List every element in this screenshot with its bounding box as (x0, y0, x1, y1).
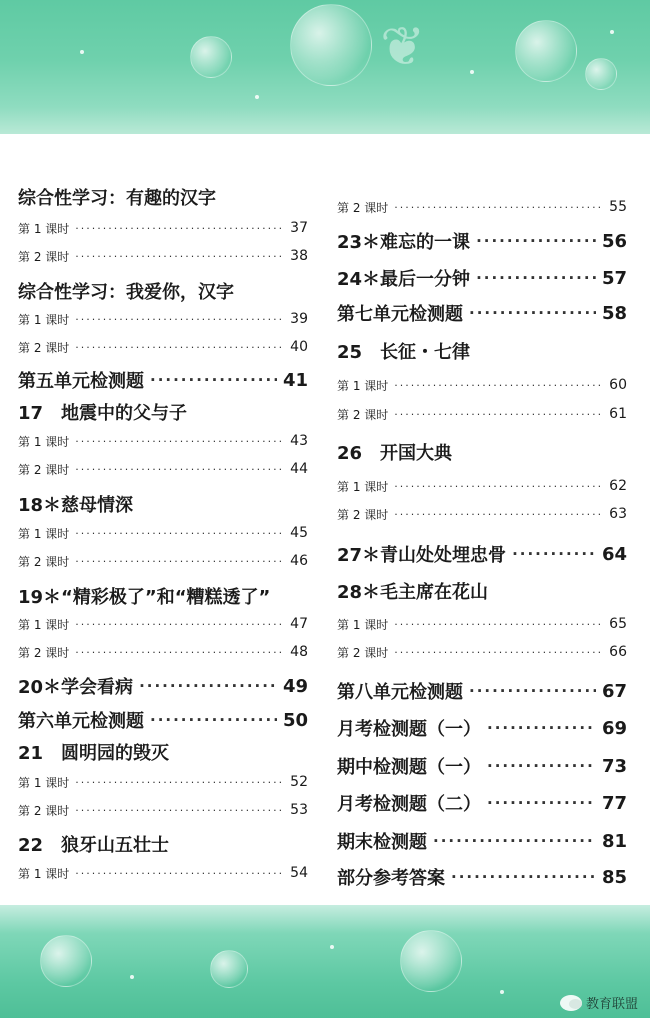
toc-heading-entry (18, 365, 308, 395)
toc-heading-entry (18, 581, 308, 611)
dot-leader (451, 868, 596, 886)
toc-page-number: 52 (290, 774, 308, 790)
toc-page-number: 43 (290, 433, 308, 449)
toc-heading-entry (337, 713, 627, 743)
toc-entry-label: 综合性学习：我爱你，汉字 (18, 282, 234, 303)
dot-leader (75, 776, 284, 789)
toc-page-number: 54 (290, 865, 308, 881)
toc-heading-entry (18, 276, 308, 306)
toc-entry-label: 期末检测题 (337, 832, 427, 853)
toc-heading-entry (337, 263, 627, 293)
toc-subentry (337, 196, 627, 218)
dot-leader (75, 463, 284, 476)
toc-page-number: 37 (290, 220, 308, 236)
toc-subentry (18, 550, 308, 572)
toc-entry-label: 综合性学习：有趣的汉字 (18, 188, 216, 209)
toc-entry-label: 期中检测题（一） (337, 757, 481, 778)
toc-entry-label: 第 2 课时 (18, 340, 70, 355)
dot-leader (150, 711, 277, 729)
dot-leader (487, 757, 596, 775)
toc-page-number: 57 (601, 267, 627, 289)
toc-heading-entry (337, 576, 627, 606)
toc-heading-entry (18, 829, 308, 859)
dot-leader (75, 555, 284, 568)
toc-page-number: 48 (290, 644, 308, 660)
toc-page-number: 40 (290, 339, 308, 355)
dot-leader (75, 618, 284, 631)
toc-entry-label: 第八单元检测题 (337, 682, 463, 703)
toc-entry-label: 18＊慈母情深 (18, 495, 134, 516)
toc-subentry (337, 613, 627, 635)
toc-subentry (18, 430, 308, 452)
toc-entry-label: 28＊毛主席在花山 (337, 582, 489, 603)
wechat-icon (560, 995, 582, 1011)
toc-subentry (18, 799, 308, 821)
toc-heading-entry (18, 737, 308, 767)
dot-leader (75, 867, 284, 880)
toc-page-number: 69 (601, 717, 627, 739)
dot-leader (394, 618, 603, 631)
table-of-contents (0, 134, 650, 905)
toc-entry-label: 25 长征・七律 (337, 342, 471, 363)
dot-leader (476, 269, 596, 287)
toc-entry-label: 26 开国大典 (337, 443, 453, 464)
toc-heading-entry (337, 437, 627, 467)
toc-page-number: 85 (601, 866, 627, 888)
toc-page-number: 63 (609, 506, 627, 522)
dot-leader (433, 832, 596, 850)
toc-subentry (18, 308, 308, 330)
toc-entry-label: 第 1 课时 (337, 479, 389, 494)
toc-page-number: 67 (601, 680, 627, 702)
toc-entry-label: 第 1 课时 (18, 221, 70, 236)
toc-subentry (18, 771, 308, 793)
toc-page-number: 38 (290, 248, 308, 264)
toc-heading-entry (337, 336, 627, 366)
toc-entry-label: 第 2 课时 (337, 645, 389, 660)
toc-page-number: 53 (290, 802, 308, 818)
toc-entry-label: 20＊学会看病 (18, 677, 134, 698)
toc-entry-label: 23＊难忘的一课 (337, 232, 471, 253)
toc-entry-label: 第 2 课时 (18, 249, 70, 264)
toc-entry-label: 第 1 课时 (18, 526, 70, 541)
toc-heading-entry (18, 489, 308, 519)
toc-entry-label: 第 1 课时 (18, 617, 70, 632)
toc-subentry (18, 245, 308, 267)
toc-heading-entry (337, 676, 627, 706)
toc-page-number: 61 (609, 406, 627, 422)
toc-page-number: 46 (290, 553, 308, 569)
toc-entry-label: 第 2 课时 (18, 462, 70, 477)
dot-leader (75, 527, 284, 540)
watermark (560, 993, 638, 1012)
toc-heading-entry (18, 397, 308, 427)
toc-entry-label: 月考检测题（二） (337, 794, 481, 815)
toc-page-number: 81 (601, 830, 627, 852)
top-decorative-band: ❦ (0, 0, 650, 134)
toc-entry-label: 24＊最后一分钟 (337, 269, 471, 290)
dot-leader (394, 480, 603, 493)
toc-page-number: 77 (601, 792, 627, 814)
toc-entry-label: 第 1 课时 (18, 775, 70, 790)
dot-leader (487, 794, 596, 812)
toc-subentry (18, 217, 308, 239)
dot-leader (150, 371, 277, 389)
toc-entry-label: 27＊青山处处埋忠骨 (337, 545, 507, 566)
toc-page-number: 41 (282, 369, 308, 391)
toc-entry-label: 第六单元检测题 (18, 711, 144, 732)
toc-heading-entry (337, 751, 627, 781)
toc-subentry (18, 613, 308, 635)
dot-leader (469, 304, 596, 322)
dot-leader (469, 682, 596, 700)
dot-leader (394, 408, 603, 421)
toc-page-number: 50 (282, 709, 308, 731)
toc-page-number: 73 (601, 755, 627, 777)
toc-heading-entry (18, 705, 308, 735)
dot-leader (476, 232, 596, 250)
toc-page-number: 60 (609, 377, 627, 393)
toc-page-number: 55 (609, 199, 627, 215)
dot-leader (394, 646, 603, 659)
dot-leader (75, 341, 284, 354)
toc-subentry (337, 641, 627, 663)
toc-heading-entry (337, 862, 627, 892)
dot-leader (75, 250, 284, 263)
toc-entry-label: 第 2 课时 (18, 803, 70, 818)
dot-leader (139, 677, 277, 695)
toc-entry-label: 第 1 课时 (18, 866, 70, 881)
toc-entry-label: 第 2 课时 (18, 554, 70, 569)
dot-leader (394, 379, 603, 392)
toc-subentry (18, 336, 308, 358)
toc-page-number: 47 (290, 616, 308, 632)
toc-page-number: 56 (601, 230, 627, 252)
toc-entry-label: 22 狼牙山五壮士 (18, 835, 170, 856)
dot-leader (75, 435, 284, 448)
toc-page-number: 65 (609, 616, 627, 632)
toc-heading-entry (337, 826, 627, 856)
toc-page-number: 58 (601, 302, 627, 324)
toc-page-number: 49 (282, 675, 308, 697)
toc-subentry (18, 458, 308, 480)
toc-entry-label: 第 1 课时 (18, 312, 70, 327)
toc-entry-label: 第七单元检测题 (337, 304, 463, 325)
toc-entry-label: 第 2 课时 (18, 645, 70, 660)
dot-leader (512, 545, 596, 563)
toc-entry-label: 第五单元检测题 (18, 371, 144, 392)
toc-heading-entry (337, 298, 627, 328)
toc-heading-entry (18, 182, 308, 212)
toc-entry-label: 19＊“精彩极了”和“糟糕透了” (18, 587, 271, 608)
toc-entry-label: 第 1 课时 (337, 617, 389, 632)
dot-leader (394, 201, 603, 214)
dot-leader (75, 646, 284, 659)
toc-page-number: 44 (290, 461, 308, 477)
dot-leader (75, 313, 284, 326)
toc-entry-label: 第 1 课时 (18, 434, 70, 449)
toc-page-number: 64 (601, 543, 627, 565)
toc-entry-label: 部分参考答案 (337, 868, 445, 889)
toc-page-number: 62 (609, 478, 627, 494)
toc-subentry (337, 503, 627, 525)
toc-entry-label: 第 2 课时 (337, 507, 389, 522)
toc-entry-label: 第 2 课时 (337, 200, 389, 215)
toc-subentry (18, 522, 308, 544)
toc-subentry (18, 641, 308, 663)
toc-page-number: 66 (609, 644, 627, 660)
toc-subentry (337, 475, 627, 497)
watermark-text: 教育联盟 (585, 997, 638, 1012)
toc-entry-label: 月考检测题（一） (337, 719, 481, 740)
toc-subentry (18, 862, 308, 884)
toc-entry-label: 21 圆明园的毁灭 (18, 743, 170, 764)
toc-page-number: 45 (290, 525, 308, 541)
toc-heading-entry (337, 226, 627, 256)
toc-entry-label: 第 2 课时 (337, 407, 389, 422)
dot-leader (75, 804, 284, 817)
toc-page-number: 39 (290, 311, 308, 327)
dot-leader (487, 719, 596, 737)
dot-leader (75, 222, 284, 235)
toc-heading-entry (18, 671, 308, 701)
toc-subentry (337, 374, 627, 396)
toc-subentry (337, 403, 627, 425)
bottom-decorative-band (0, 905, 650, 1018)
toc-entry-label: 第 1 课时 (337, 378, 389, 393)
toc-entry-label: 17 地震中的父与子 (18, 403, 188, 424)
dot-leader (394, 508, 603, 521)
toc-heading-entry (337, 788, 627, 818)
toc-heading-entry (337, 539, 627, 569)
